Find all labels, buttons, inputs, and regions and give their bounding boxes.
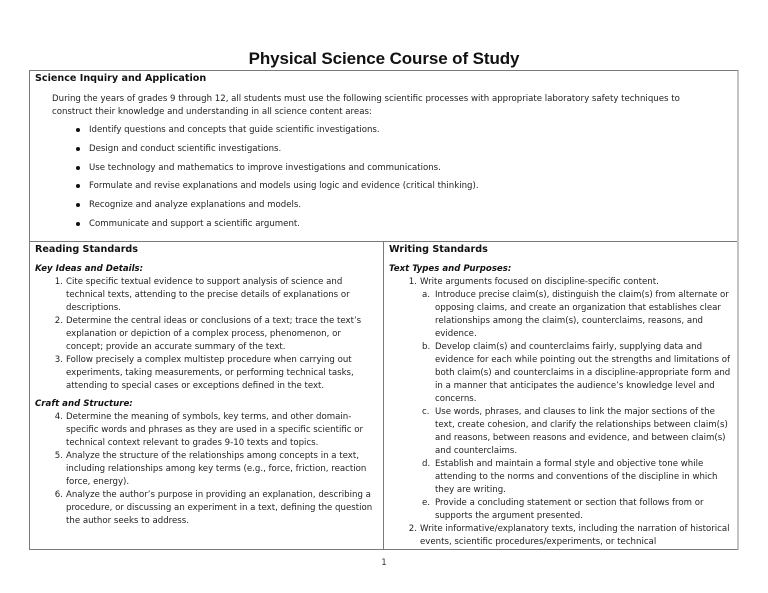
list-item: Use technology and mathematics to improve investigations and communications. bbox=[76, 162, 479, 181]
text-types-list bbox=[408, 276, 732, 549]
list-item: 1. Write arguments focused on discipline-specific content. a. Introduce precise claim(s), distinguish the claim(s) from alternate or opposing claims, and create an organization that establishes clear relationships among the claim(s), counterclaims, reasons, and evidence. b. Develop claim(s) and counterclaims fairly, supplying data and evidence for each while pointing out the strengths and limitations of both claim(s) and counterclaims in a discipline-appropriate form and in a manner that anticipates the audience’s knowledge level and concerns. c. Use words, phrases, and clauses to link the major sections of the text, create cohesion, and clarify the relationships between claim(s) and reasons, between reasons and evidence, and between claim(s) and counterclaims. d. Establish and maintain a formal style and objective tone while attending to the norms and conventions of the discipline in which they are writing. e. Provide a concluding statement or section that follows from or supports the argument presented. bbox=[408, 277, 731, 521]
subheading-craft-structure: Craft and Structure: bbox=[35, 399, 133, 409]
list-item: Recognize and analyze explanations and models. bbox=[76, 199, 479, 218]
list-item: 2. Determine the central ideas or conclusions of a text; trace the text’s explanation or depiction of a complex process, phenomenon, or concept; provide an accurate summary of the text. bbox=[54, 316, 362, 352]
reading-standards-column bbox=[30, 242, 384, 550]
section-heading-writing: Writing Standards bbox=[389, 244, 488, 255]
section-heading-reading: Reading Standards bbox=[35, 244, 139, 255]
list-item: 6. Analyze the author’s purpose in providing an explanation, describing a procedure, or discussing an experiment in a text, defining the question the author seeks to address. bbox=[54, 490, 373, 526]
list-item: Formulate and revise explanations and models using logic and evidence (critical thinking). bbox=[76, 180, 479, 199]
list-item: Communicate and support a scientific argument. bbox=[76, 218, 479, 237]
bullet-icon bbox=[76, 147, 80, 151]
list-item: d. Establish and maintain a formal style and objective tone while attending to the norms and conventions of the discipline in which they are writing. bbox=[422, 459, 718, 495]
list-item: b. Develop claim(s) and counterclaims fairly, supplying data and evidence for each while pointing out the strengths and limitations of both claim(s) and counterclaims in a discipline-appropriate form and in a manner that anticipates the audience’s knowledge level and concerns. bbox=[422, 342, 731, 404]
section-heading-inquiry: Science Inquiry and Application bbox=[35, 73, 207, 84]
argument-sublist bbox=[422, 289, 732, 523]
list-item: 5. Analyze the structure of the relationships among concepts in a text, including relationships among key terms (e.g., force, friction, reaction force, energy). bbox=[54, 451, 367, 487]
subheading-text-types: Text Types and Purposes: bbox=[389, 264, 512, 274]
key-ideas-list bbox=[54, 276, 376, 393]
bullet-icon bbox=[76, 128, 80, 132]
list-item: Design and conduct scientific investigations. bbox=[76, 143, 479, 162]
list-item: c. Use words, phrases, and clauses to link the major sections of the text, create cohesion, and clarify the relationships between claim(s) and reasons, between reasons and evidence, and between claim(s) and counterclaims. bbox=[422, 407, 728, 456]
list-item: 2. Write informative/explanatory texts, including the narration of historical events, scientific procedures/experiments, or technical bbox=[408, 524, 730, 547]
document-title: Physical Science Course of Study bbox=[248, 49, 520, 68]
list-item: Identify questions and concepts that guide scientific investigations. bbox=[76, 124, 479, 143]
bullet-icon bbox=[76, 203, 80, 207]
inquiry-intro-paragraph: During the years of grades 9 through 12, all students must use the following scientific processes with appropriate laboratory safety techniques to construct their knowledge and understanding in all science content areas: bbox=[52, 94, 680, 117]
craft-structure-list bbox=[54, 411, 376, 528]
bullet-icon bbox=[76, 184, 80, 188]
bullet-icon bbox=[76, 222, 80, 226]
subheading-key-ideas: Key Ideas and Details: bbox=[35, 264, 144, 274]
list-item: a. Introduce precise claim(s), distinguish the claim(s) from alternate or opposing claims, and create an organization that establishes clear relationships among the claim(s), counterclaims, reasons, and evidence. bbox=[422, 290, 729, 339]
inquiry-bullet-list bbox=[76, 124, 479, 237]
list-item: 1. Cite specific textual evidence to support analysis of science and technical texts, attending to the precise details of explanations or descriptions. bbox=[54, 277, 350, 313]
science-inquiry-section bbox=[30, 71, 737, 242]
list-item: 3. Follow precisely a complex multistep procedure when carrying out experiments, taking measurements, or performing technical tasks, attending to special cases or exceptions defined in the text. bbox=[54, 355, 354, 391]
bullet-icon bbox=[76, 166, 80, 170]
list-item: e. Provide a concluding statement or section that follows from or supports the argument presented. bbox=[422, 498, 704, 521]
course-of-study-table bbox=[29, 70, 739, 550]
writing-standards-column bbox=[384, 242, 738, 550]
page-number: 1 bbox=[381, 558, 387, 568]
list-item: 4. Determine the meaning of symbols, key terms, and other domain-specific words and phrases as they are used in a specific scientific or technical context relevant to grades 9-10 texts and topics. bbox=[54, 412, 364, 448]
